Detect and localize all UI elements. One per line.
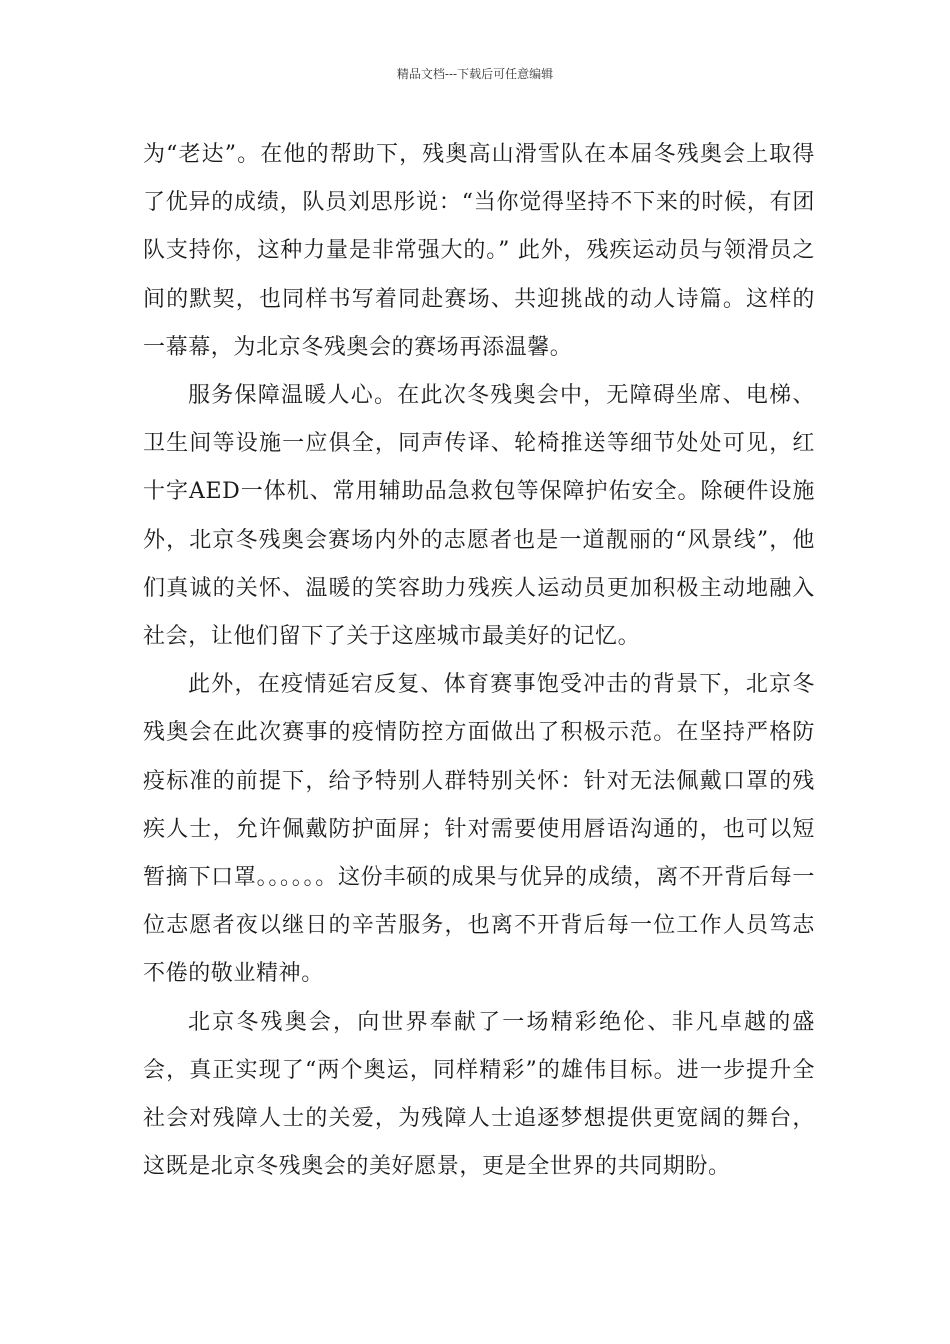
page-header: 精品文档---下载后可任意编辑 — [396, 67, 554, 81]
paragraph-3: 此外，在疫情延宕反复、体育赛事饱受冲击的背景下，北京冬残奥会在此次赛事的疫情防控方面做出了积极示范。在坚持严格防疫标准的前提下，给予特别人群特别关怀：针对无法佩戴口罩的残疾人士，允许佩戴防护面屏；针对需要使用唇语沟通的，也可以短暂摘下口罩。。。。。。这份丰硕的成果与优异的成绩，离不开背后每一位志愿者夜以继日的辛苦服务，也离不开背后每一位工作人员笃志不倦的敬业精神。 — [143, 672, 815, 987]
paragraph-4: 北京冬残奥会，向世界奉献了一场精彩绝伦、非凡卓越的盛会，真正实现了“两个奥运，同样精彩”的雄伟目标。进一步提升全社会对残障人士的关爱，为残障人士追逐梦想提供更宽阔的舞台，这既是北京冬残奥会的美好愿景，更是全世界的共同期盼。 — [143, 1009, 815, 1180]
document-body — [143, 131, 815, 1191]
paragraph-1: 为“老达”。在他的帮助下，残奥高山滑雪队在本届冬残奥会上取得了优异的成绩，队员刘思彤说：“当你觉得坚持不下来的时候，有团队支持你，这种力量是非常强大的。” 此外，残疾运动员与领滑员之间的默契，也同样书写着同赴赛场、共迎挑战的动人诗篇。这样的一幕幕，为北京冬残奥会的赛场再添温馨。 — [143, 142, 815, 360]
paragraph-2: 服务保障温暖人心。在此次冬残奥会中，无障碍坐席、电梯、卫生间等设施一应俱全，同声传译、轮椅推送等细节处处可见，红十字AED一体机、常用辅助品急救包等保障护佑安全。除硬件设施外，北京冬残奥会赛场内外的志愿者也是一道靓丽的“风景线”，他们真诚的关怀、温暖的笑容助力残疾人运动员更加积极主动地融入社会，让他们留下了关于这座城市最美好的记忆。 — [143, 383, 815, 650]
